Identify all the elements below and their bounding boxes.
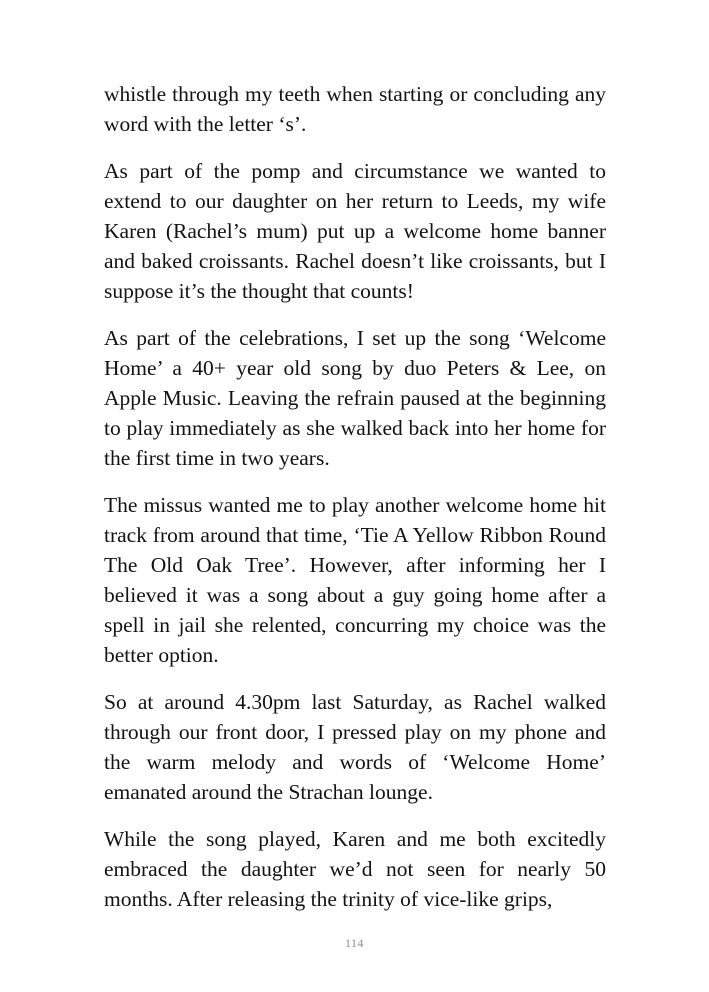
body-paragraph: The missus wanted me to play another welcome home hit track from around that time, ‘Tie A Yellow Ribbon Round The Old Oak Tree’. However, after informing her I believed it was a song about a guy going home after a spell in jail she relented, concurring my choice was the better option. xyxy=(104,493,606,667)
page-text xyxy=(104,79,606,914)
body-paragraph: whistle through my teeth when starting or concluding any word with the letter ‘s’. xyxy=(104,82,606,136)
page-number: 114 xyxy=(344,936,365,950)
body-paragraph: While the song played, Karen and me both excitedly embraced the daughter we’d not seen for nearly 50 months. After releasing the trinity of vice-like grips, xyxy=(104,827,606,911)
body-paragraph: So at around 4.30pm last Saturday, as Rachel walked through our front door, I pressed play on my phone and the warm melody and words of ‘Welcome Home’ emanated around the Strachan lounge. xyxy=(104,690,606,804)
body-paragraph: As part of the pomp and circumstance we wanted to extend to our daughter on her return to Leeds, my wife Karen (Rachel’s mum) put up a welcome home banner and baked croissants. Rachel doesn’t like croissants, but I suppose it’s the thought that counts! xyxy=(104,159,606,303)
body-paragraph: As part of the celebrations, I set up the song ‘Welcome Home’ a 40+ year old song by duo Peters & Lee, on Apple Music. Leaving the refrain paused at the beginning to play immediately as she walked back into her home for the first time in two years. xyxy=(104,326,606,470)
